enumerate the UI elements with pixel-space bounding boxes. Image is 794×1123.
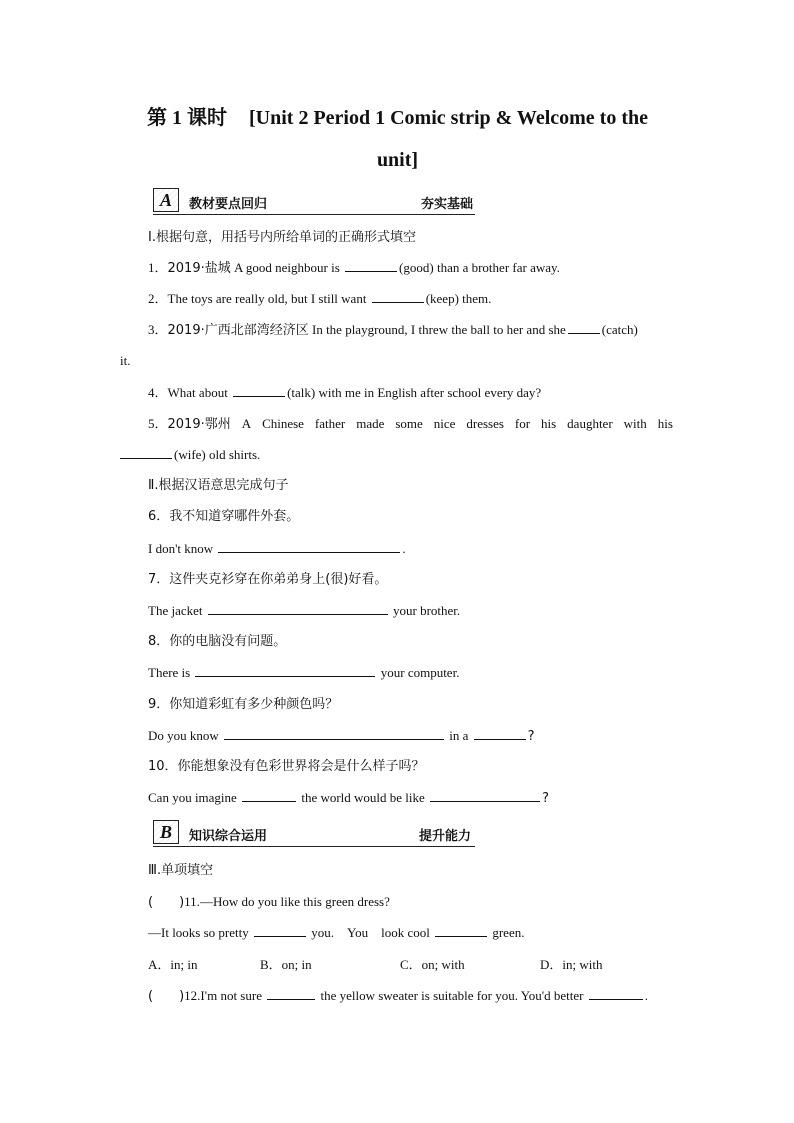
- unit-title-line2: unit]: [376, 149, 419, 171]
- q6-blank[interactable]: [218, 540, 400, 553]
- question-3: 3．2019·广西北部湾经济区 In the playground, I threw the ball to her and she (catch): [148, 322, 638, 338]
- question-7-en: The jacket your brother.: [148, 603, 461, 618]
- section-b-subtitle: 提升能力: [419, 829, 472, 844]
- question-10-cn: 10．你能想象没有色彩世界将会是什么样子吗？: [148, 759, 425, 774]
- question-8-en: There is your computer.: [148, 665, 460, 680]
- q10-blank-1[interactable]: [242, 789, 296, 802]
- page-title: [120, 97, 675, 181]
- q12-answer-paren[interactable]: ( ): [148, 989, 185, 1004]
- q7-blank[interactable]: [208, 602, 388, 615]
- q11-blank-2[interactable]: [435, 924, 487, 937]
- question-10-en: Can you imagine the world would be like ?: [148, 790, 549, 806]
- section-a-subtitle: 夯实基础: [421, 197, 474, 212]
- question-3-cont: it.: [120, 353, 131, 368]
- q11-answer-paren[interactable]: ( ): [148, 895, 185, 910]
- section-a-header: [153, 188, 475, 215]
- q5-blank[interactable]: [120, 446, 172, 459]
- q12-blank-2[interactable]: [589, 987, 643, 1000]
- q10-blank-2[interactable]: [430, 789, 540, 802]
- q1-blank[interactable]: [345, 259, 397, 272]
- section-a-title: 教材要点回归: [189, 197, 268, 212]
- part1-heading: Ⅰ.根据句意，用括号内所给单词的正确形式填空: [148, 230, 416, 245]
- question-1: 1．2019·盐城 A good neighbour is (good) than a brother far away.: [148, 260, 560, 276]
- question-9-cn: 9．你知道彩虹有多少种颜色吗？: [148, 697, 339, 712]
- unit-title-line1: [Unit 2 Period 1 Comic strip & Welcome to the: [249, 107, 648, 129]
- section-a-badge-icon: A: [153, 188, 179, 212]
- q11-option-d[interactable]: D．in; with: [540, 957, 603, 972]
- section-b-header: [153, 820, 475, 847]
- question-11-stem: ( )11.—How do you like this green dress?: [148, 894, 390, 910]
- section-b-title: 知识综合运用: [189, 829, 268, 844]
- q8-blank[interactable]: [195, 664, 375, 677]
- q3-source: 2019·广西北部湾经济区: [167, 323, 309, 338]
- q3-blank[interactable]: [568, 321, 600, 334]
- question-7-cn: 7．这件夹克衫穿在你弟弟身上(很)好看。: [148, 572, 388, 587]
- question-2: 2．The toys are really old, but I still want (keep) them.: [148, 291, 492, 306]
- question-12: ( )12.I'm not sure the yellow sweater is suitable for you. You'd better .: [148, 988, 648, 1004]
- question-9-en: Do you know in a ?: [148, 728, 535, 744]
- q11-option-c[interactable]: C．on; with: [400, 957, 465, 972]
- question-6-en: I don't know .: [148, 541, 406, 556]
- q11-blank-1[interactable]: [254, 924, 306, 937]
- q2-blank[interactable]: [372, 290, 424, 303]
- question-11-reply: —It looks so pretty you. You look cool green.: [148, 925, 525, 940]
- question-11-options: [148, 956, 602, 974]
- q11-option-a[interactable]: A．in; in: [148, 957, 198, 972]
- q5-source: 2019·鄂州: [167, 417, 231, 432]
- q9-blank-2[interactable]: [474, 727, 526, 740]
- question-5: 5．2019·鄂州 A Chinese father made some nice dresses for his daughter with his: [148, 416, 673, 432]
- part3-heading: Ⅲ.单项填空: [148, 863, 214, 878]
- question-5-cont: (wife) old shirts.: [120, 446, 260, 464]
- q12-blank-1[interactable]: [267, 987, 315, 1000]
- q9-blank-1[interactable]: [224, 727, 444, 740]
- q11-option-b[interactable]: B．on; in: [260, 957, 312, 972]
- q4-blank[interactable]: [233, 384, 285, 397]
- question-6-cn: 6．我不知道穿哪件外套。: [148, 509, 300, 524]
- section-b-badge-icon: B: [153, 820, 179, 844]
- question-4: 4．What about (talk) with me in English after school every day?: [148, 385, 542, 400]
- part2-heading: Ⅱ.根据汉语意思完成句子: [148, 478, 289, 493]
- lesson-label: 第 1 课时: [147, 107, 227, 129]
- q1-source: 2019·盐城: [167, 261, 231, 276]
- question-8-cn: 8．你的电脑没有问题。: [148, 634, 287, 649]
